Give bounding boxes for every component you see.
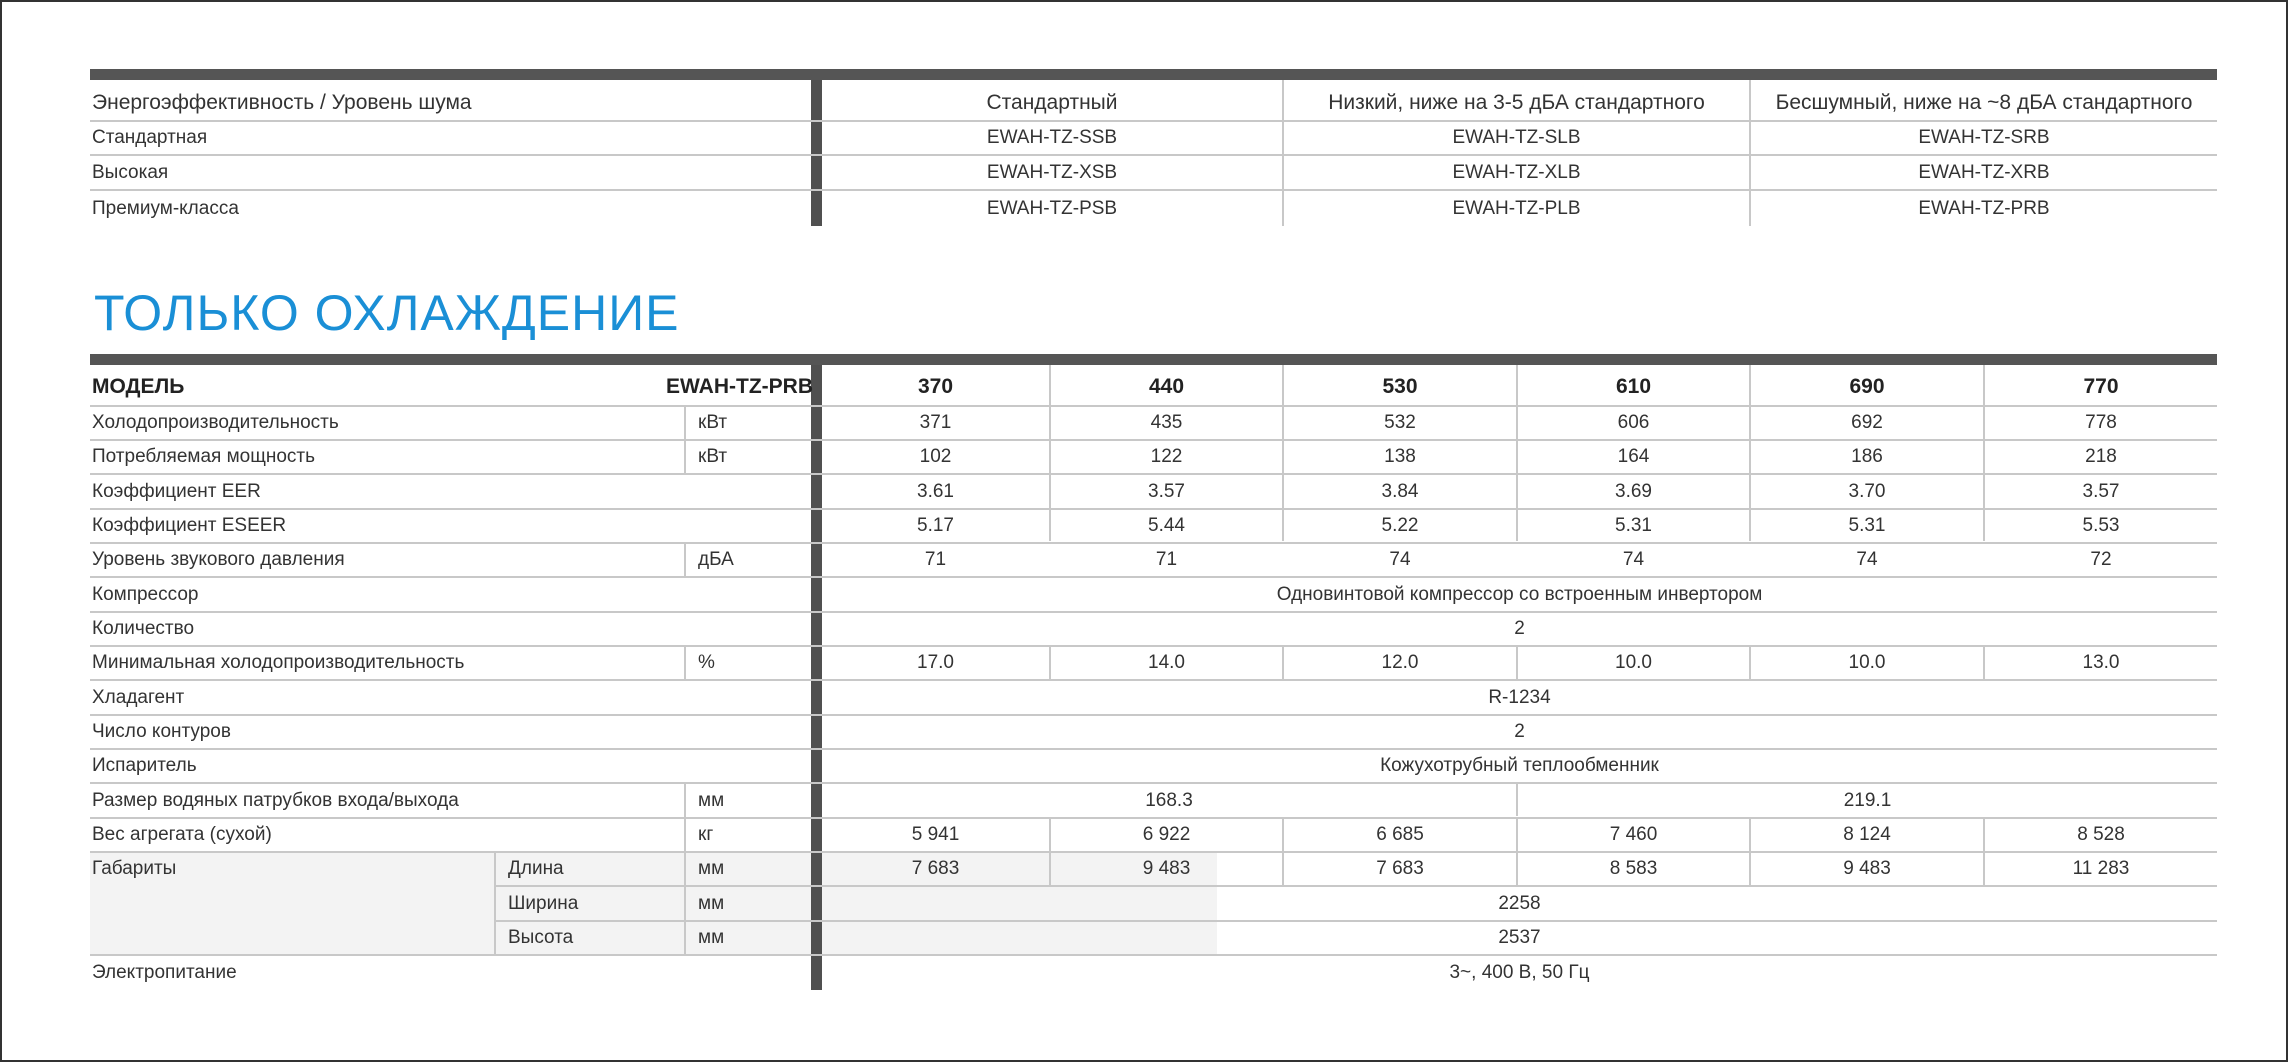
param-value: 778: [2085, 412, 2117, 433]
param-unit: мм: [698, 927, 725, 948]
param-label: Потребляемая мощность: [92, 446, 316, 467]
param-value: 11 283: [2072, 858, 2130, 879]
param-value: 9 483: [1142, 858, 1191, 879]
param-value: 8 124: [1843, 824, 1891, 845]
top-row-value: EWAH-TZ-XLB: [1452, 161, 1581, 183]
top-row-label: Стандартная: [92, 127, 208, 148]
top-row-value: EWAH-TZ-XRB: [1918, 161, 2050, 183]
param-unit: мм: [698, 789, 725, 811]
param-value: 606: [1617, 412, 1650, 433]
param-label: Коэффициент EER: [92, 480, 261, 502]
top-row-label: Премиум-класса: [92, 197, 239, 219]
param-value: 435: [1150, 412, 1183, 433]
param-unit: кВт: [698, 412, 728, 433]
param-value: 72: [2090, 549, 2112, 570]
param-value-span: 2: [1514, 618, 1525, 639]
subparam-divider: [494, 853, 496, 954]
param-label: Коэффициент ESEER: [92, 515, 287, 536]
unit-divider: [684, 647, 686, 679]
top-header-label: Энергоэффективность / Уровень шума: [92, 91, 472, 114]
param-value: 3.84: [1381, 480, 1419, 502]
param-label: Компрессор: [92, 583, 199, 605]
param-value: 5 941: [911, 824, 960, 845]
unit-divider: [684, 544, 686, 576]
top-row-value: EWAH-TZ-PLB: [1452, 197, 1581, 219]
top-row-value: EWAH-TZ-SLB: [1452, 127, 1581, 148]
top-table-divider: [811, 80, 822, 226]
model-table-header-bar: [90, 354, 2217, 365]
model-size: 610: [1615, 374, 1652, 398]
subparam-label: Длина: [508, 858, 564, 879]
param-label: Уровень звукового давления: [92, 549, 345, 570]
param-value: 71: [924, 549, 947, 570]
param-unit: кг: [698, 824, 714, 845]
top-header-col-low: Низкий, ниже на 3-5 дБА стандартного: [1328, 91, 1705, 114]
top-row-value: EWAH-TZ-PSB: [986, 197, 1118, 219]
param-value: 122: [1150, 446, 1183, 467]
param-value: 14.0: [1148, 652, 1185, 673]
param-label: Число контуров: [92, 721, 231, 742]
model-header-code: EWAH-TZ-PRB: [666, 374, 813, 398]
model-size: 370: [917, 374, 954, 398]
param-label: Минимальная холодопроизводительность: [92, 652, 465, 673]
param-label: Размер водяных патрубков входа/выхода: [92, 789, 459, 811]
model-table-divider: [811, 365, 822, 990]
param-label: Габариты: [92, 858, 177, 879]
top-header-col-standard: Стандартный: [986, 91, 1118, 114]
param-value: 371: [919, 412, 952, 433]
param-value: 3.70: [1848, 480, 1886, 502]
param-value: 5.17: [917, 515, 954, 536]
param-value: 218: [2085, 446, 2117, 467]
subparam-label: Ширина: [508, 892, 579, 914]
top-header-col-silent: Бесшумный, ниже на ~8 дБА стандартного: [1775, 91, 2193, 114]
param-value: 10.0: [1848, 652, 1886, 673]
top-row-value: EWAH-TZ-PRB: [1918, 197, 2050, 219]
param-label: Испаритель: [92, 755, 197, 776]
param-label: Электропитание: [92, 962, 237, 983]
param-unit: %: [698, 652, 715, 673]
param-value: 219.1: [1843, 789, 1892, 811]
top-row-value: EWAH-TZ-SRB: [1918, 127, 2050, 148]
param-value: 138: [1384, 446, 1416, 467]
param-value: 5.44: [1148, 515, 1185, 536]
model-header-label: МОДЕЛЬ: [92, 374, 185, 398]
param-unit: мм: [698, 892, 725, 914]
top-row-value: EWAH-TZ-XSB: [986, 161, 1118, 183]
param-label: Количество: [92, 618, 195, 639]
model-size: 770: [2083, 374, 2119, 398]
unit-divider: [684, 784, 686, 954]
param-value-span: Одновинтовой компрессор со встроенным инвертором: [1276, 583, 1763, 605]
param-value: 74: [1622, 549, 1645, 570]
unit-divider: [684, 407, 686, 473]
param-value-span: 2537: [1498, 927, 1541, 948]
top-table-header-bar: [90, 69, 2217, 80]
param-value: 5.31: [1615, 515, 1652, 536]
param-value: 74: [1856, 549, 1878, 570]
param-value: 74: [1389, 549, 1411, 570]
param-value-span: R-1234: [1488, 686, 1551, 708]
param-value: 168.3: [1145, 789, 1193, 811]
top-row-value: EWAH-TZ-SSB: [986, 127, 1118, 148]
param-value: 13.0: [2082, 652, 2120, 673]
param-value: 7 683: [1376, 858, 1424, 879]
param-value: 8 528: [2077, 824, 2125, 845]
param-value-span: 2: [1514, 721, 1525, 742]
param-value: 6 922: [1142, 824, 1191, 845]
param-value: 9 483: [1843, 858, 1891, 879]
param-unit: дБА: [698, 549, 734, 570]
param-value: 186: [1851, 446, 1883, 467]
param-value: 692: [1851, 412, 1883, 433]
param-label: Холодопроизводительность: [92, 412, 339, 433]
param-value: 3.61: [917, 480, 954, 502]
param-value-span: 3~, 400 В, 50 Гц: [1449, 962, 1590, 983]
param-value: 5.22: [1381, 515, 1419, 536]
param-value-span: 2258: [1498, 892, 1541, 914]
param-unit: мм: [698, 858, 725, 879]
param-value: 102: [919, 446, 952, 467]
param-value: 3.57: [1148, 480, 1185, 502]
param-value-span: Кожухотрубный теплообменник: [1380, 755, 1659, 776]
param-value: 7 460: [1609, 824, 1658, 845]
model-size: 440: [1148, 374, 1185, 398]
param-value: 8 583: [1609, 858, 1658, 879]
param-value: 3.57: [2082, 480, 2120, 502]
param-unit: кВт: [698, 446, 728, 467]
param-label: Хладагент: [92, 686, 185, 708]
param-value: 6 685: [1376, 824, 1424, 845]
param-value: 10.0: [1615, 652, 1652, 673]
top-row-label: Высокая: [92, 161, 169, 183]
section-title: ТОЛЬКО ОХЛАЖДЕНИЕ: [94, 285, 680, 341]
param-value: 5.31: [1848, 515, 1886, 536]
param-value: 71: [1155, 549, 1178, 570]
param-label: Вес агрегата (сухой): [92, 824, 272, 845]
model-size: 530: [1382, 374, 1418, 398]
param-value: 164: [1617, 446, 1650, 467]
param-value: 12.0: [1381, 652, 1419, 673]
param-value: 532: [1384, 412, 1416, 433]
param-value: 7 683: [911, 858, 960, 879]
param-value: 5.53: [2082, 515, 2120, 536]
model-size: 690: [1849, 374, 1885, 398]
subparam-label: Высота: [508, 927, 574, 948]
param-value: 17.0: [917, 652, 954, 673]
param-value: 3.69: [1615, 480, 1652, 502]
